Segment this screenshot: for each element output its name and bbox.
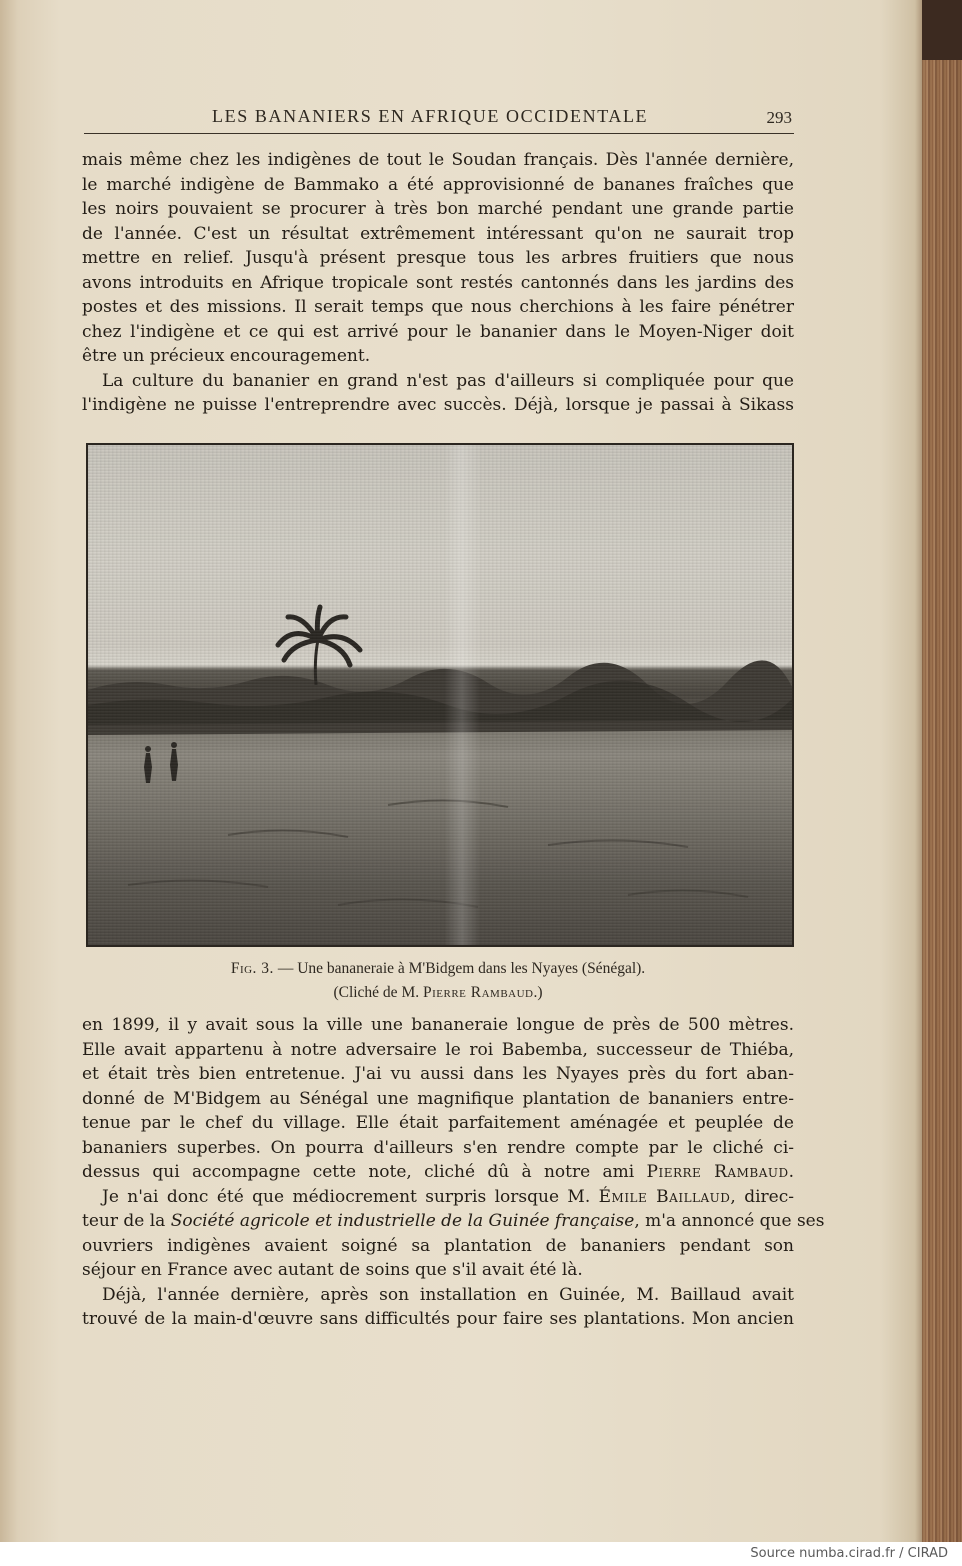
book-spine-shadow	[922, 0, 962, 60]
banana-plantation-photo	[86, 443, 794, 947]
text-line: mettre en relief. Jusqu'à présent presque tous les arbres fruitiers que nous	[82, 248, 794, 268]
line-text: Je n'ai donc été que médiocrement surpris lorsque M.	[102, 1186, 599, 1207]
text-line: donné de M'Bidgem au Sénégal une magnifique plantation de bananiers entre-	[82, 1088, 794, 1109]
photo-grain	[88, 445, 792, 945]
text-line	[82, 1209, 825, 1234]
credit-suffix: .)	[533, 984, 543, 1001]
text-line: le marché indigène de Bammako a été approvisionné de bananes fraîches que	[82, 174, 794, 195]
running-head	[84, 100, 794, 140]
book-page-edges	[922, 0, 962, 1542]
text-line: chez l'indigène et ce qui est arrivé pour le bananier dans le Moyen-Niger doit	[82, 321, 794, 342]
figure-caption-text: — Une bananeraie à M'Bidgem dans les Nyayes (Sénégal).	[273, 960, 646, 977]
text-line: trouvé de la main-d'œuvre sans difficultés pour faire ses plantations. Mon ancien	[82, 1309, 794, 1329]
body-text-bottom	[82, 1013, 825, 1332]
person-name: Émile Baillaud	[598, 1186, 731, 1207]
person-name: Pierre Rambaud	[646, 1162, 789, 1182]
line-text: , direc-	[730, 1186, 794, 1207]
text-line: mais même chez les indigènes de tout le Soudan français. Dès l'année dernière,	[82, 150, 794, 170]
credit-prefix: (Cliché de M.	[333, 984, 423, 1001]
text-line: tenue par le chef du village. Elle était parfaitement aménagée et peuplée de	[82, 1113, 794, 1133]
line-text: , m'a annoncé que ses	[634, 1211, 825, 1231]
company-name: Société agricole et industrielle de la Guinée française	[170, 1211, 635, 1231]
page-crease	[444, 445, 480, 945]
figure-credit	[86, 984, 790, 1002]
text-line: être un précieux encouragement.	[82, 346, 371, 366]
body-text-top	[82, 148, 794, 418]
text-line: ouvriers indigènes avaient soigné sa plantation de bananiers pendant son	[82, 1235, 794, 1256]
text-line: bananiers superbes. On pourra d'ailleurs s'en rendre compte par le cliché ci-	[82, 1137, 794, 1158]
text-line: et était très bien entretenue. J'ai vu aussi dans les Nyayes près du fort aban-	[82, 1064, 794, 1084]
text-line: avons introduits en Afrique tropicale sont restés cantonnés dans les jardins des	[82, 272, 794, 293]
text-line: Déjà, l'année dernière, après son installation en Guinée, M. Baillaud avait	[102, 1284, 794, 1305]
text-line: les noirs pouvaient se procurer à très bon marché pendant une grande partie	[82, 199, 794, 219]
figure-label: Fig. 3.	[230, 960, 274, 977]
text-line: de l'année. C'est un résultat extrêmement intéressant qu'on ne saurait trop	[82, 223, 794, 244]
text-line: Elle avait appartenu à notre adversaire le roi Babemba, successeur de Thiéba,	[82, 1039, 794, 1060]
header-rule	[84, 133, 794, 134]
line-text: teur de la	[82, 1211, 171, 1231]
line-text: dessus qui accompagne cette note, cliché dû à notre ami	[82, 1162, 647, 1182]
text-line: postes et des missions. Il serait temps que nous cherchions à les faire pénétrer	[82, 297, 794, 317]
text-line	[82, 1160, 794, 1185]
page-number: 293	[766, 108, 792, 127]
text-line: séjour en France avec autant de soins que s'il avait été là.	[82, 1260, 583, 1280]
line-text: .	[788, 1162, 794, 1182]
running-title: LES BANANIERS EN AFRIQUE OCCIDENTALE	[212, 106, 649, 126]
figure-caption	[86, 960, 790, 978]
text-line	[82, 1185, 794, 1210]
text-line: La culture du bananier en grand n'est pas d'ailleurs si compliquée pour que	[102, 370, 794, 391]
credit-name: Pierre Rambaud	[422, 984, 534, 1001]
source-attribution: Source numba.cirad.fr / CIRAD	[750, 1546, 948, 1561]
text-line: l'indigène ne puisse l'entreprendre avec succès. Déjà, lorsque je passai à Sikass	[82, 395, 794, 415]
text-line: en 1899, il y avait sous la ville une bananeraie longue de près de 500 mètres.	[82, 1015, 794, 1035]
